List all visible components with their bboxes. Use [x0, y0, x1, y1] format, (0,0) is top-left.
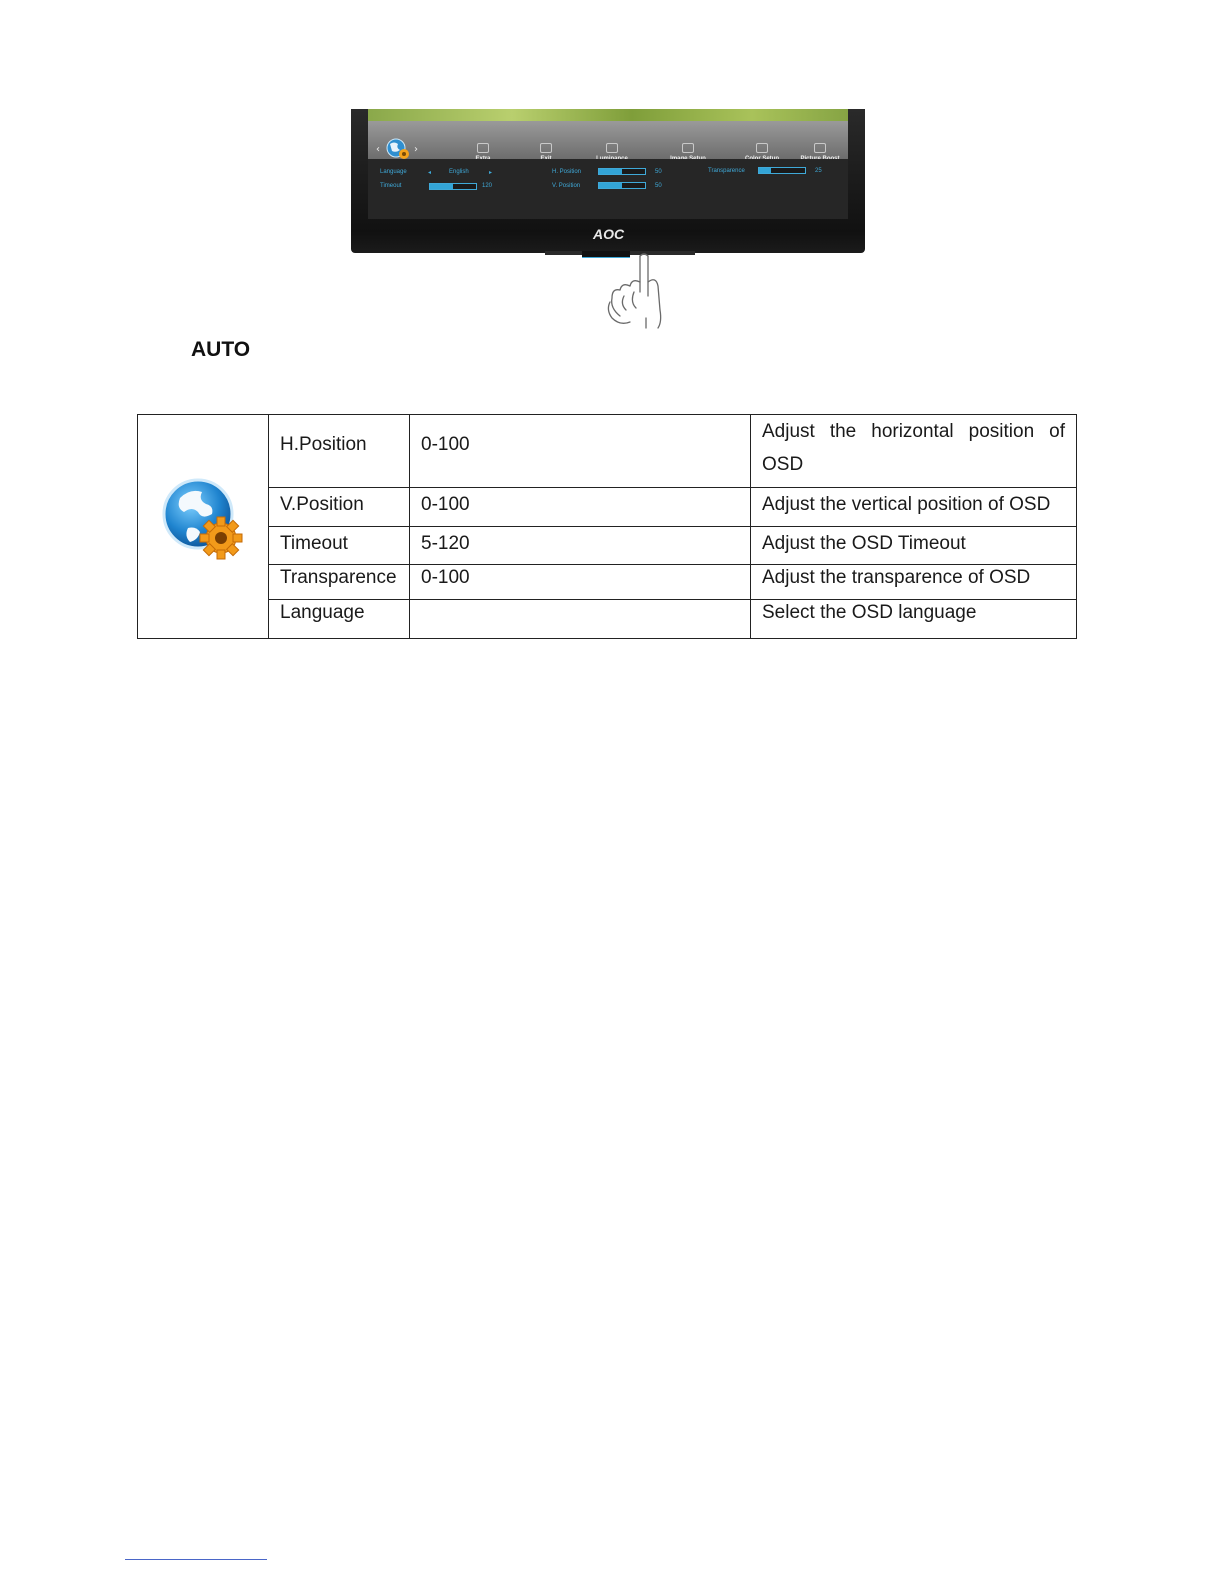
setting-name: Timeout — [269, 527, 410, 565]
extra-icon — [477, 143, 489, 153]
slider-fill — [599, 183, 622, 188]
osd-vpos-label: V. Position — [552, 183, 581, 189]
osd-hpos-value: 50 — [655, 169, 662, 175]
setting-name: Language — [269, 600, 410, 639]
osd-vpos-value: 50 — [655, 183, 662, 189]
osd-menu-bar — [368, 121, 848, 159]
exit-icon — [540, 143, 552, 153]
color-setup-icon — [756, 143, 768, 153]
monitor-screen — [368, 109, 848, 219]
osd-language-value: English — [449, 169, 469, 175]
setting-description: Select the OSD language — [751, 600, 1077, 639]
setting-range: 0-100 — [410, 565, 751, 600]
setting-description: Adjust the horizontal position of OSD — [751, 415, 1077, 488]
image-setup-icon — [682, 143, 694, 153]
osd-timeout-label: Timeout — [380, 183, 402, 189]
table-row — [138, 488, 1077, 527]
osd-settings-panel — [368, 159, 848, 219]
setting-name: H.Position — [269, 415, 410, 488]
osd-vpos-slider[interactable] — [598, 182, 646, 189]
monitor-illustration — [351, 109, 865, 253]
osd-language-label: Language — [380, 169, 407, 175]
setting-range: 0-100 — [410, 488, 751, 527]
section-heading: AUTO — [191, 338, 251, 361]
pointing-hand-icon — [600, 252, 676, 332]
globe-gear-icon — [158, 476, 248, 566]
sun-icon — [606, 143, 618, 153]
slider-fill — [430, 184, 453, 189]
table-row — [138, 415, 1077, 488]
slider-fill — [759, 168, 771, 173]
svg-text:‹: ‹ — [376, 144, 380, 155]
osd-timeout-value: 120 — [482, 183, 493, 189]
osd-language-next-arrow-icon[interactable]: ▸ — [489, 170, 493, 176]
slider-fill — [599, 169, 622, 174]
table-row — [138, 565, 1077, 600]
setting-description: Adjust the OSD Timeout — [751, 527, 1077, 565]
table-row — [138, 600, 1077, 639]
setting-name: V.Position — [269, 488, 410, 527]
setting-description: Adjust the transparence of OSD — [751, 565, 1077, 600]
osd-hpos-label: H. Position — [552, 169, 582, 175]
setting-range: 0-100 — [410, 415, 751, 488]
osd-timeout-slider[interactable] — [429, 183, 477, 190]
wallpaper-strip — [368, 109, 848, 121]
footnote-divider — [125, 1559, 267, 1560]
osd-language-prev-arrow-icon[interactable]: ◂ — [428, 170, 432, 176]
osd-transparence-slider[interactable] — [758, 167, 806, 174]
osd-transparence-value: 25 — [815, 168, 822, 174]
brand-logo: AOC — [593, 226, 625, 242]
osd-setup-table — [137, 414, 1077, 639]
setting-range: 5-120 — [410, 527, 751, 565]
setting-name: Transparence — [269, 565, 410, 600]
setting-description: Adjust the vertical position of OSD — [751, 488, 1077, 527]
svg-text:›: › — [414, 144, 418, 155]
osd-transparence-label: Transparence — [708, 168, 745, 174]
table-row — [138, 527, 1077, 565]
osd-hpos-slider[interactable] — [598, 168, 646, 175]
picture-boost-icon — [814, 143, 826, 153]
setting-range — [410, 600, 751, 639]
osd-setup-icon-cell — [138, 415, 269, 639]
